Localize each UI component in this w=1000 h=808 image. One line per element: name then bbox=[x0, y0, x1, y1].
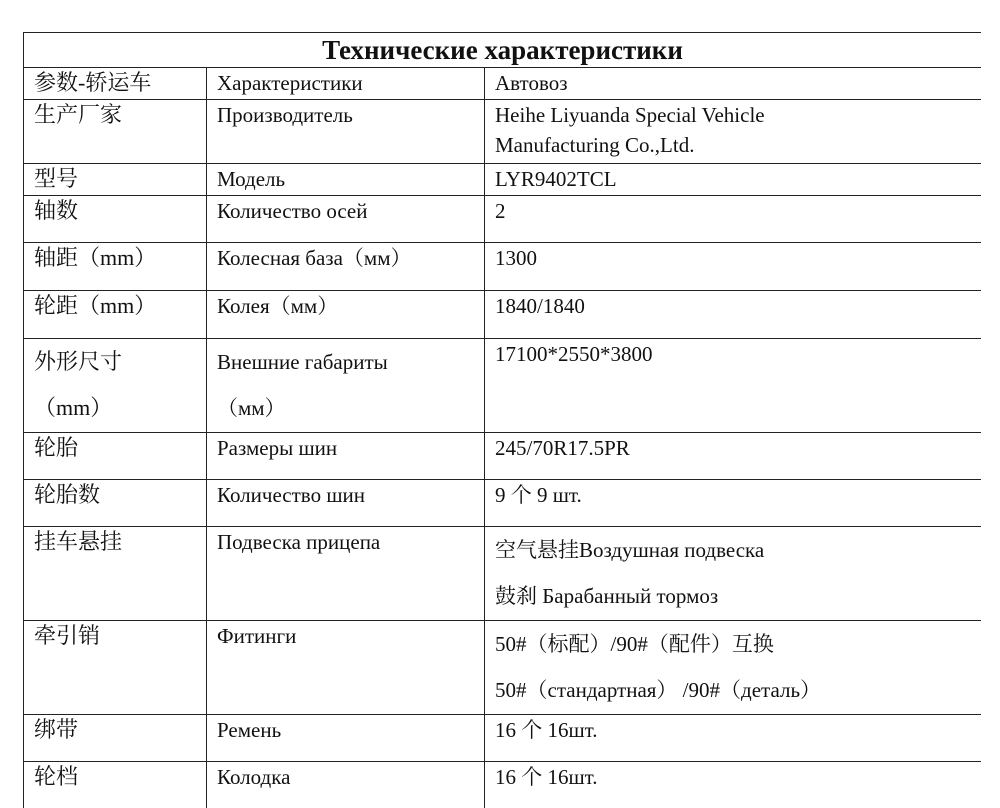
param-ru-cell: Колесная база（мм） bbox=[207, 243, 485, 291]
table-row bbox=[24, 196, 982, 243]
param-cn-cell: 型号 bbox=[24, 164, 207, 196]
value-line-2: 50#（стандартная） /90#（деталь） bbox=[495, 678, 822, 702]
value-cell: 1300 bbox=[485, 243, 982, 291]
param-cn-cell: 轮档 bbox=[24, 762, 207, 808]
param-ru-cell: Модель bbox=[207, 164, 485, 196]
value-cell bbox=[485, 527, 982, 621]
param-cn-cell: 轴数 bbox=[24, 196, 207, 243]
value-cell bbox=[485, 621, 982, 715]
param-cn-cell: 轴距（mm） bbox=[24, 243, 207, 291]
param-ru-cell: Подвеска прицепа bbox=[207, 527, 485, 621]
table-row bbox=[24, 715, 982, 762]
table-row bbox=[24, 527, 982, 621]
param-cn-cell: 挂车悬挂 bbox=[24, 527, 207, 621]
param-cn-line-1: 外形尺寸 bbox=[34, 349, 123, 374]
table-row bbox=[24, 164, 982, 196]
param-ru-cell: Фитинги bbox=[207, 621, 485, 715]
table-row bbox=[24, 621, 982, 715]
param-cn-cell: 轮胎数 bbox=[24, 480, 207, 527]
table-row bbox=[24, 339, 982, 433]
spec-table bbox=[23, 32, 981, 808]
param-cn-cell: 参数-轿运车 bbox=[24, 68, 207, 100]
param-cn-line-2: （mm） bbox=[34, 395, 113, 420]
param-cn-cell: 轮胎 bbox=[24, 433, 207, 480]
value-line-1: Heihe Liyuanda Special Vehicle bbox=[495, 103, 765, 127]
value-cell bbox=[485, 100, 982, 164]
table-row bbox=[24, 762, 982, 808]
value-cell: 9 个 9 шт. bbox=[485, 480, 982, 527]
table-row bbox=[24, 243, 982, 291]
param-ru-cell: Производитель bbox=[207, 100, 485, 164]
param-cn-cell bbox=[24, 339, 207, 433]
param-ru-cell: Ремень bbox=[207, 715, 485, 762]
value-cell: LYR9402TCL bbox=[485, 164, 982, 196]
table-row bbox=[24, 480, 982, 527]
table-title: Технические характеристики bbox=[24, 33, 982, 68]
value-cell: 16 个 16шт. bbox=[485, 715, 982, 762]
title-row bbox=[24, 33, 982, 68]
value-cell: 1840/1840 bbox=[485, 291, 982, 339]
param-ru-line-1: Внешние габариты bbox=[217, 350, 388, 374]
value-line-2: 鼓刹 Барабанный тормоз bbox=[495, 584, 719, 608]
param-ru-line-2: （мм） bbox=[217, 396, 286, 420]
param-cn-cell: 绑带 bbox=[24, 715, 207, 762]
value-cell: 245/70R17.5PR bbox=[485, 433, 982, 480]
param-cn-cell: 牵引销 bbox=[24, 621, 207, 715]
param-cn-cell: 生产厂家 bbox=[24, 100, 207, 164]
param-ru-cell: Количество шин bbox=[207, 480, 485, 527]
param-ru-cell: Размеры шин bbox=[207, 433, 485, 480]
value-line-1: 50#（标配）/90#（配件）互换 bbox=[495, 632, 774, 656]
value-cell: 16 个 16шт. bbox=[485, 762, 982, 808]
value-cell: 17100*2550*3800 bbox=[485, 339, 982, 433]
value-line-1: 空气悬挂Воздушная подвеска bbox=[495, 538, 765, 562]
param-ru-cell: Характеристики bbox=[207, 68, 485, 100]
value-cell: Автовоз bbox=[485, 68, 982, 100]
table-row bbox=[24, 291, 982, 339]
value-cell: 2 bbox=[485, 196, 982, 243]
param-cn-cell: 轮距（mm） bbox=[24, 291, 207, 339]
spec-sheet bbox=[23, 32, 981, 808]
table-row bbox=[24, 100, 982, 164]
table-row bbox=[24, 433, 982, 480]
param-ru-cell: Колодка bbox=[207, 762, 485, 808]
param-ru-cell bbox=[207, 339, 485, 433]
param-ru-cell: Количество осей bbox=[207, 196, 485, 243]
param-ru-cell: Колея（мм） bbox=[207, 291, 485, 339]
value-line-2: Manufacturing Co.,Ltd. bbox=[495, 133, 695, 157]
table-row bbox=[24, 68, 982, 100]
